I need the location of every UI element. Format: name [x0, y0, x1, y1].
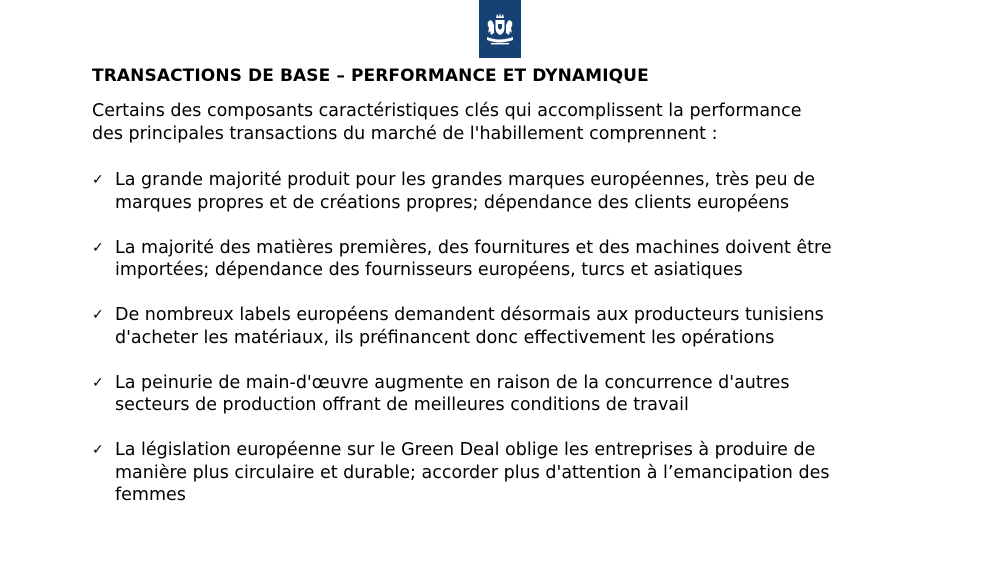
bullet-list: [92, 169, 942, 507]
bullet-item: [92, 372, 942, 417]
bullet-item: [92, 304, 942, 349]
coat-of-arms-icon: [479, 0, 521, 58]
bullet-line: importées; dépendance des fournisseurs européens, turcs et asiatiques: [115, 260, 743, 280]
bullet-line: manière plus circulaire et durable; accorder plus d'attention à l’emancipation des: [115, 462, 830, 483]
bullet-line: La majorité des matières premières, des fournitures et des machines doivent être: [115, 237, 832, 258]
bullet-item: [92, 439, 942, 507]
bullet-item: [92, 169, 942, 214]
bullet-item: [92, 237, 942, 282]
checkmark-icon: ✓: [92, 442, 104, 458]
slide-title: TRANSACTIONS DE BASE – PERFORMANCE ET DYNAMIQUE: [92, 66, 649, 86]
bullet-line: femmes: [115, 485, 186, 505]
logo: [479, 0, 521, 58]
bullet-line: La grande majorité produit pour les grandes marques européennes, très peu de: [115, 170, 815, 190]
bullet-line: La législation européenne sur le Green Deal oblige les entreprises à produire de: [115, 440, 816, 460]
bullet-line: d'acheter les matériaux, ils préfinancent donc effectivement les opérations: [115, 327, 775, 348]
checkmark-icon: ✓: [92, 307, 104, 323]
bullet-line: De nombreux labels européens demandent désormais aux producteurs tunisiens: [115, 305, 824, 325]
checkmark-icon: ✓: [92, 172, 104, 188]
bullet-line: marques propres et de créations propres; dépendance des clients européens: [115, 192, 790, 213]
intro-line: des principales transactions du marché de l'habillement comprennent :: [92, 123, 718, 144]
checkmark-icon: ✓: [92, 239, 104, 256]
checkmark-icon: ✓: [92, 374, 104, 391]
bullet-line: La peinurie de main-d'œuvre augmente en raison de la concurrence d'autres: [115, 372, 790, 393]
bullet-line: secteurs de production offrant de meilleures conditions de travail: [115, 395, 689, 415]
intro-line: Certains des composants caractéristiques clés qui accomplissent la performance: [92, 101, 802, 121]
intro-paragraph: [92, 100, 912, 145]
